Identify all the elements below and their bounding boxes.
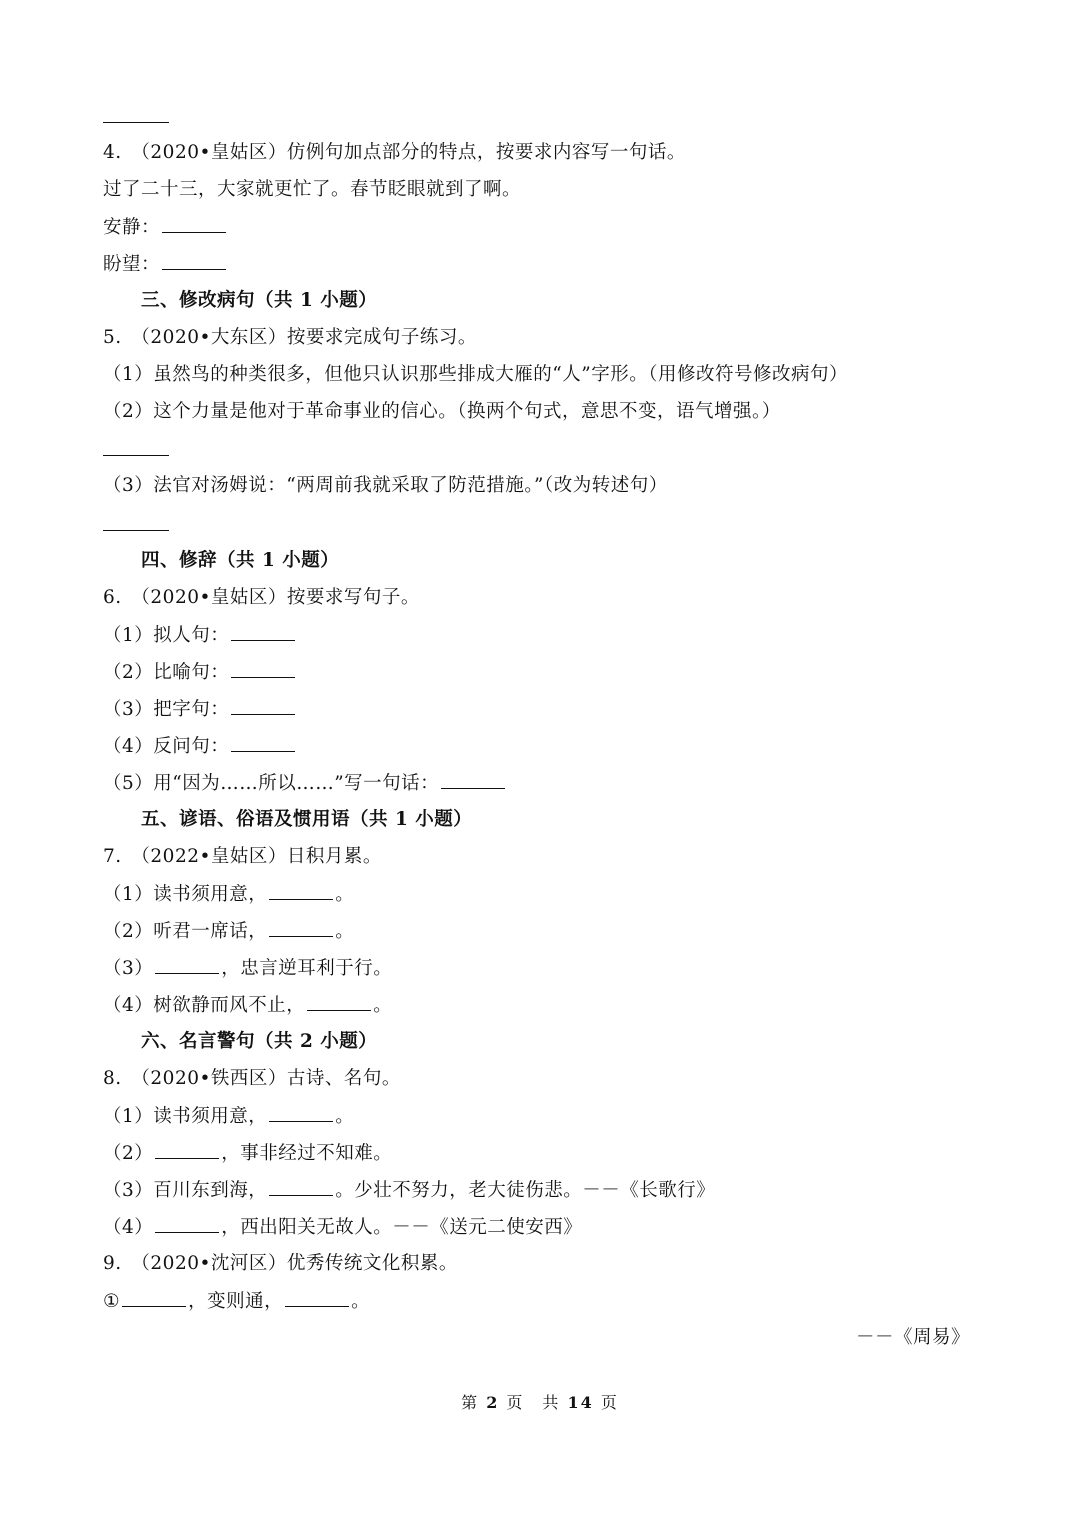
question-8-sub-4 <box>103 1214 582 1240</box>
text-part: （2） <box>103 1143 154 1164</box>
text-part: ，变则通， <box>188 1291 284 1312</box>
question-9-sub-1 <box>103 1288 370 1314</box>
footer-mid: 页 共 <box>506 1393 561 1412</box>
text-part: 。少壮不努力，老大徒伤悲。－－《长歌行》 <box>335 1180 716 1201</box>
question-4-item-1 <box>103 214 228 240</box>
text-part: （1）读书须用意， <box>103 884 268 905</box>
answer-blank[interactable] <box>103 455 169 456</box>
answer-blank[interactable] <box>103 530 169 531</box>
answer-blank[interactable] <box>155 1214 219 1233</box>
question-6-sub-1 <box>103 622 297 648</box>
question-6-sub-5 <box>103 770 507 796</box>
answer-blank[interactable] <box>231 622 295 641</box>
question-8-title: 8. （2020•铁西区）古诗、名句。 <box>103 1068 401 1089</box>
section-6-heading: 六、名言警句（共 2 小题） <box>141 1031 378 1052</box>
answer-blank[interactable] <box>231 733 295 752</box>
question-5-title: 5. （2020•大东区）按要求完成句子练习。 <box>103 327 477 348</box>
answer-blank[interactable] <box>269 1103 333 1122</box>
question-6-sub-2 <box>103 659 297 685</box>
question-5-sub-3: （3）法官对汤姆说：“两周前我就采取了防范措施。”（改为转述句） <box>103 475 668 496</box>
answer-blank[interactable] <box>162 214 226 233</box>
item-label: （1）拟人句： <box>103 625 230 646</box>
text-part: ，忠言逆耳利于行。 <box>221 958 393 979</box>
answer-blank[interactable] <box>269 918 333 937</box>
question-7-title: 7. （2022•皇姑区）日积月累。 <box>103 846 382 867</box>
answer-blank[interactable] <box>269 1177 333 1196</box>
answer-blank[interactable] <box>155 955 219 974</box>
question-7-sub-1 <box>103 881 354 907</box>
item-label: 盼望： <box>103 254 161 275</box>
question-7-sub-3 <box>103 955 392 981</box>
question-5-sub-2: （2）这个力量是他对于革命事业的信心。（换两个句式，意思不变，语气增强。） <box>103 401 781 422</box>
page-footer <box>0 1390 1080 1413</box>
answer-blank[interactable] <box>122 1288 186 1307</box>
answer-blank[interactable] <box>231 659 295 678</box>
section-3-heading: 三、修改病句（共 1 小题） <box>141 290 378 311</box>
question-6-title: 6. （2020•皇姑区）按要求写句子。 <box>103 587 420 608</box>
question-4-example: 过了二十三，大家就更忙了。春节眨眼就到了啊。 <box>103 179 522 200</box>
text-part: ① <box>103 1291 121 1312</box>
text-part: ，西出阳关无故人。－－《送元二使安西》 <box>221 1217 583 1238</box>
question-6-sub-3 <box>103 696 297 722</box>
text-part: （4）树欲静而风不止， <box>103 995 306 1016</box>
item-label: （2）比喻句： <box>103 662 230 683</box>
total-page-number: 14 <box>567 1393 594 1412</box>
text-part: （3）百川东到海， <box>103 1180 268 1201</box>
question-8-sub-1 <box>103 1103 354 1129</box>
section-4-heading: 四、修辞（共 1 小题） <box>141 550 340 571</box>
text-part: 。 <box>373 995 393 1016</box>
text-part: 。 <box>351 1291 371 1312</box>
answer-blank[interactable] <box>307 992 371 1011</box>
question-8-sub-2 <box>103 1140 392 1166</box>
text-part: （1）读书须用意， <box>103 1106 268 1127</box>
text-part: （2）听君一席话， <box>103 921 268 942</box>
answer-blank[interactable] <box>269 881 333 900</box>
answer-blank[interactable] <box>441 770 505 789</box>
question-9-source: －－《周易》 <box>855 1327 970 1348</box>
question-4-title: 4. （2020•皇姑区）仿例句加点部分的特点，按要求内容写一句话。 <box>103 142 686 163</box>
text-part: ，事非经过不知难。 <box>221 1143 393 1164</box>
answer-blank[interactable] <box>231 696 295 715</box>
answer-blank[interactable] <box>162 251 226 270</box>
question-7-sub-4 <box>103 992 392 1018</box>
question-5-sub-1: （1）虽然鸟的种类很多，但他只认识那些排成大雁的“人”字形。（用修改符号修改病句） <box>103 364 848 385</box>
text-part: 。 <box>335 884 355 905</box>
section-5-heading: 五、谚语、俗语及惯用语（共 1 小题） <box>141 809 473 830</box>
question-4-item-2 <box>103 251 228 277</box>
footer-prefix: 第 <box>461 1393 480 1412</box>
question-6-sub-4 <box>103 733 297 759</box>
text-part: （3） <box>103 958 154 979</box>
footer-suffix: 页 <box>600 1393 619 1412</box>
item-label: 安静： <box>103 217 161 238</box>
item-label: （3）把字句： <box>103 699 230 720</box>
question-8-sub-3 <box>103 1177 715 1203</box>
text-part: 。 <box>335 1106 355 1127</box>
text-part: 。 <box>335 921 355 942</box>
answer-blank[interactable] <box>285 1288 349 1307</box>
item-label: （5）用“因为……所以……”写一句话： <box>103 773 440 794</box>
current-page-number: 2 <box>486 1393 500 1412</box>
item-label: （4）反问句： <box>103 736 230 757</box>
question-9-title: 9. （2020•沈河区）优秀传统文化积累。 <box>103 1253 458 1274</box>
answer-blank[interactable] <box>155 1140 219 1159</box>
answer-blank[interactable] <box>103 122 169 123</box>
question-7-sub-2 <box>103 918 354 944</box>
text-part: （4） <box>103 1217 154 1238</box>
